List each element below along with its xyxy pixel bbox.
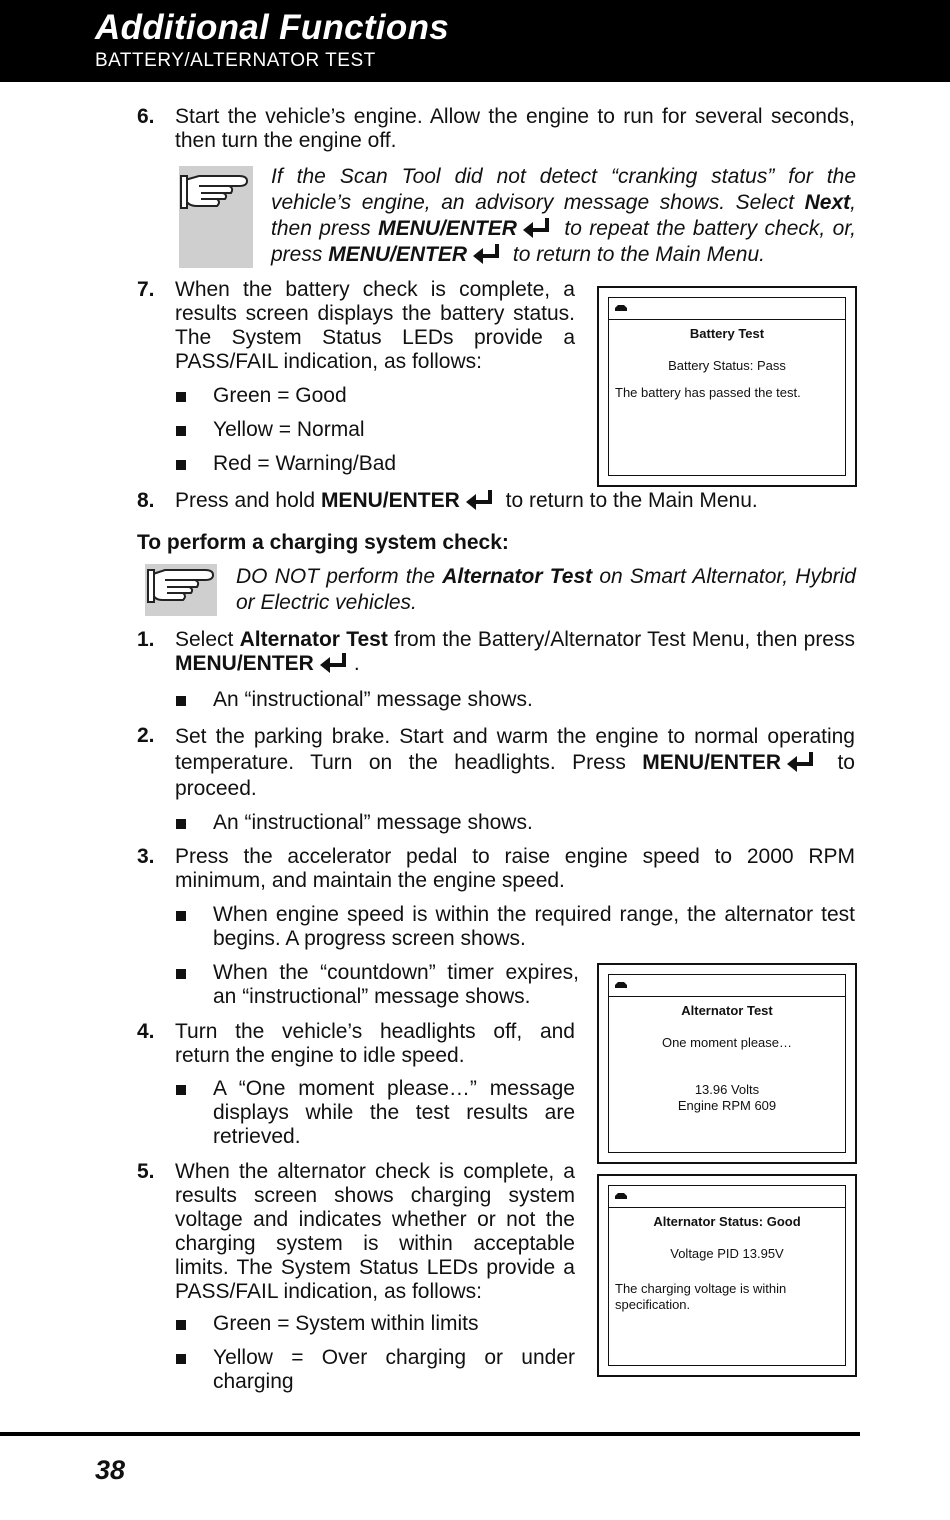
step-8-text-b: to return to the Main Menu. <box>499 489 758 512</box>
note-text: on Smart Alternator, Hybrid or Electric vehicles. <box>236 565 856 614</box>
charging-step-1-number: 1. <box>137 628 155 651</box>
page-header <box>0 0 950 82</box>
bullet <box>176 696 186 706</box>
charging-step-4-number: 4. <box>137 1020 155 1043</box>
bullet <box>176 392 186 402</box>
battery-test-screen <box>597 286 857 487</box>
menu-enter-label: MENU/ENTER <box>320 489 460 512</box>
alternator-test-label: Alternator Test <box>239 628 388 651</box>
text: Select <box>175 628 240 651</box>
car-icon <box>614 981 628 989</box>
step-8-text <box>175 489 855 513</box>
charging-step-2-text <box>175 724 855 802</box>
charging-step-3-bullet-1: When engine speed is within the required range, the alternator test begins. A progress screen shows. <box>213 903 855 950</box>
note-hand-icon <box>179 166 253 268</box>
screen-title: Battery Test <box>689 326 765 341</box>
step-7-bullet-2: Yellow = Normal <box>213 418 365 441</box>
charging-step-5-bullet-2: Yellow = Over charging or under charging <box>213 1346 575 1393</box>
enter-key-icon <box>521 216 553 238</box>
charging-message: The charging voltage is within specification. <box>615 1281 787 1312</box>
note-next-keyword: Next <box>804 191 851 214</box>
screen-display <box>608 1185 846 1366</box>
step-8-number: 8. <box>137 489 155 512</box>
charging-step-4-bullet: A “One moment please…” message displays while the test results are retrieved. <box>213 1077 575 1148</box>
screen-topbar <box>609 1186 845 1208</box>
charging-step-3-bullet-2: When the “countdown” timer expires, an “instructional” message shows. <box>213 961 579 1008</box>
charging-note <box>236 564 856 616</box>
battery-message: The battery has passed the test. <box>615 385 801 400</box>
step-8-text-a: Press and hold <box>175 489 321 512</box>
note-text: , then press <box>271 191 856 240</box>
bullet <box>176 1354 186 1364</box>
note-text: to repeat the battery check, or, press <box>271 217 856 266</box>
footer-rule <box>0 1432 860 1436</box>
battery-status: Battery Status: Pass <box>668 358 786 373</box>
section-title: Additional Functions <box>95 8 450 47</box>
bullet <box>176 1085 186 1095</box>
voltage-reading: Voltage PID 13.95V <box>670 1246 784 1261</box>
charging-step-2-bullet: An “instructional” message shows. <box>213 811 533 834</box>
note-menu-enter: MENU/ENTER <box>378 217 517 240</box>
enter-key-icon <box>464 488 496 510</box>
bullet <box>176 426 186 436</box>
page-number: 38 <box>95 1455 126 1485</box>
menu-enter-label: MENU/ENTER <box>175 652 314 675</box>
screen-topbar <box>609 298 845 320</box>
volts-reading: 13.96 Volts <box>694 1082 760 1097</box>
bullet <box>176 1320 186 1330</box>
charging-step-3-text: Press the accelerator pedal to raise engine speed to 2000 RPM minimum, and maintain the engine speed. <box>175 845 855 892</box>
car-icon <box>614 304 628 312</box>
charging-step-2-number: 2. <box>137 724 155 747</box>
note-text: to return to the Main Menu. <box>507 243 765 266</box>
menu-enter-label: MENU/ENTER <box>642 751 782 774</box>
progress-message: One moment please… <box>661 1035 793 1050</box>
note-text: If the Scan Tool did not detect “cranking status” for the vehicle’s engine, an advisory message shows. Select <box>271 165 856 214</box>
enter-key-icon <box>471 242 503 264</box>
enter-key-icon <box>785 750 817 772</box>
text: to proceed. <box>175 751 855 800</box>
bullet <box>176 460 186 470</box>
note-alternator-test: Alternator Test <box>442 565 593 588</box>
charging-step-5-text: When the alternator check is complete, a results screen shows charging system voltage and indicates whether or not the charging system is within acceptable limits. The System Status LEDs provide a PASS/FAIL indication, as follows: <box>175 1160 575 1303</box>
step-7-number: 7. <box>137 278 155 301</box>
screen-display <box>608 974 846 1153</box>
note-hand-icon <box>145 564 217 616</box>
charging-step-3-number: 3. <box>137 845 155 868</box>
step-6-number: 6. <box>137 105 155 128</box>
alternator-progress-screen <box>597 963 857 1164</box>
text: from the Battery/Alternator Test Menu, then press <box>387 628 855 651</box>
section-subtitle: BATTERY/ALTERNATOR TEST <box>95 50 376 71</box>
rpm-reading: Engine RPM 609 <box>677 1098 777 1113</box>
bullet <box>176 911 186 921</box>
text: Set the parking brake. Start and warm the engine to normal operating temperature. Turn on the headlights. Press <box>175 725 855 774</box>
charging-step-5-bullet-1: Green = System within limits <box>213 1312 479 1335</box>
screen-title: Alternator Test <box>681 1003 773 1018</box>
charging-step-1-text <box>175 628 855 676</box>
screen-display <box>608 297 846 476</box>
enter-key-icon <box>318 651 350 673</box>
text: . <box>353 652 360 675</box>
bullet <box>176 969 186 979</box>
step-7-bullet-3: Red = Warning/Bad <box>213 452 397 475</box>
alternator-result-screen <box>597 1174 857 1377</box>
screen-topbar <box>609 975 845 997</box>
charging-check-heading: To perform a charging system check: <box>137 531 509 554</box>
step-6-text: Start the vehicle’s engine. Allow the engine to run for several seconds, then turn the engine off. <box>175 105 855 152</box>
charging-step-4-text: Turn the vehicle’s headlights off, and return the engine to idle speed. <box>175 1020 575 1067</box>
note-text: DO NOT perform the <box>236 565 443 588</box>
note-menu-enter: MENU/ENTER <box>328 243 468 266</box>
car-icon <box>614 1192 628 1200</box>
step-7-text: When the battery check is complete, a results screen displays the battery status. The System Status LEDs provide a PASS/FAIL indication, as follows: <box>175 278 575 373</box>
step-7-bullet-1: Green = Good <box>213 384 347 407</box>
screen-title: Alternator Status: Good <box>653 1214 801 1229</box>
charging-step-5-number: 5. <box>137 1160 155 1183</box>
charging-step-1-bullet: An “instructional” message shows. <box>213 688 533 711</box>
bullet <box>176 819 186 829</box>
step-6-note <box>271 164 856 268</box>
